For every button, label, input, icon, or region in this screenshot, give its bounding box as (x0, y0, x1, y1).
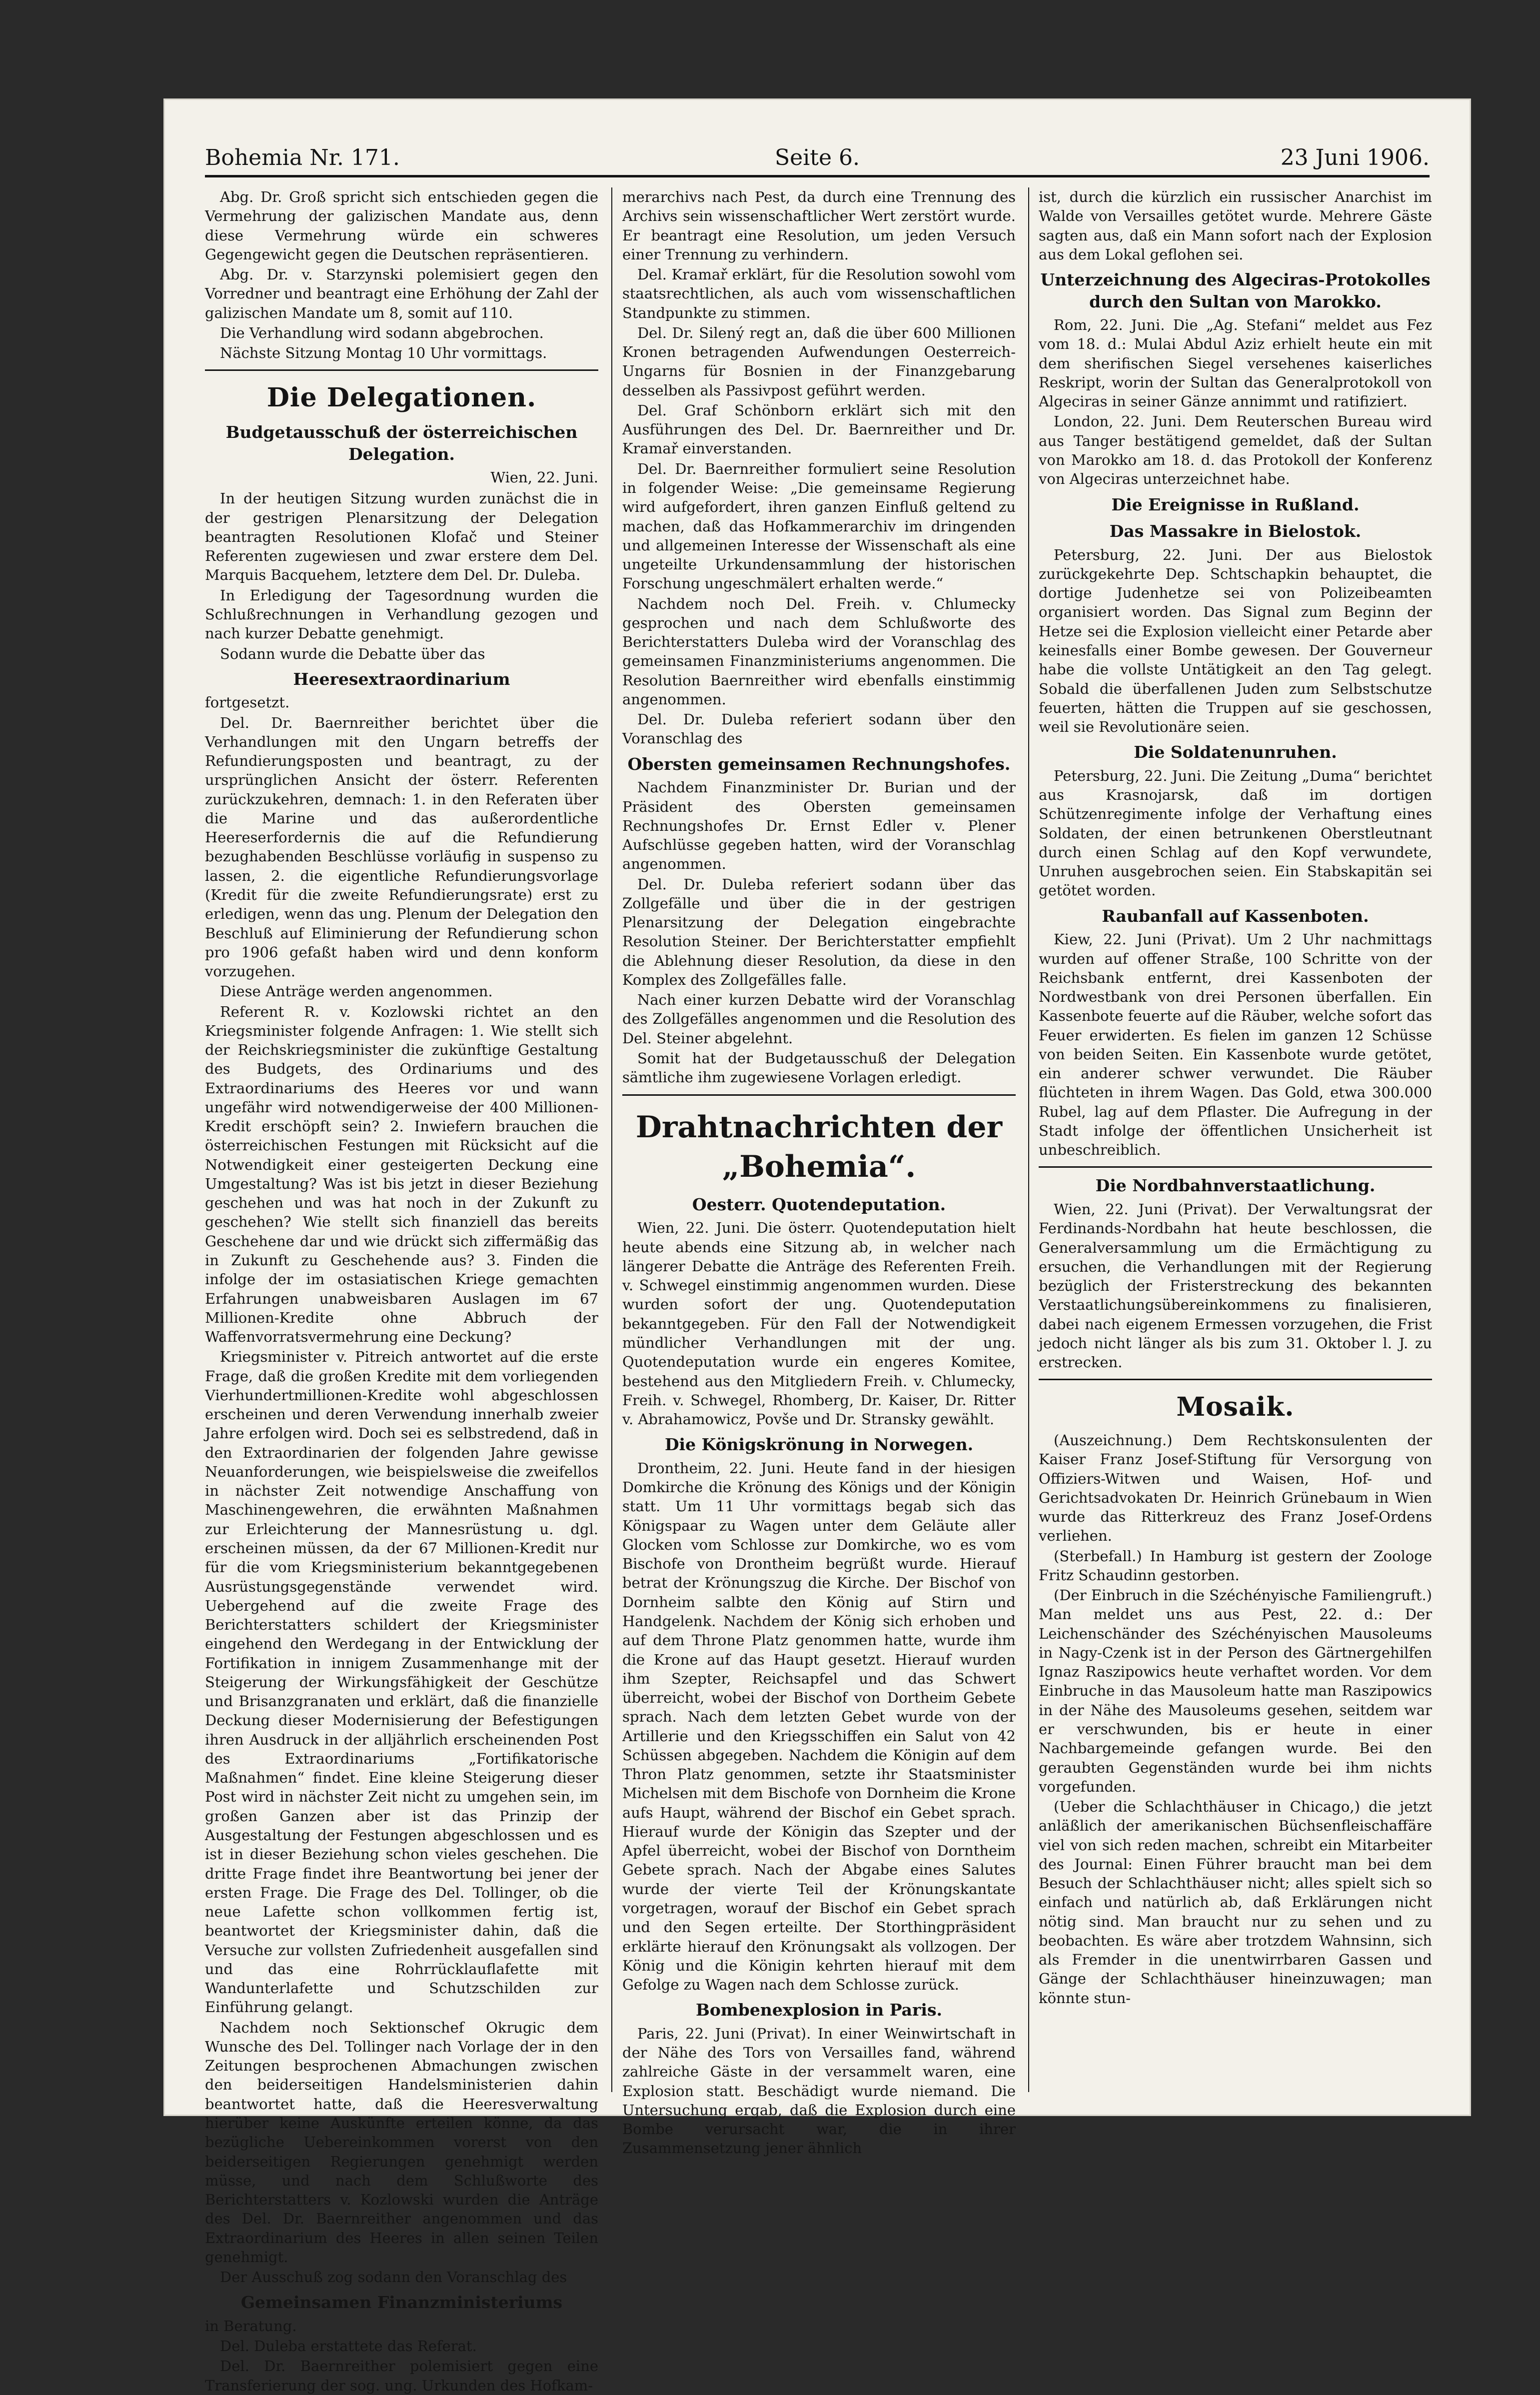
paragraph: Nach einer kurzen Debatte wird der Voranschlag des Zollgefälles angenommen und die Resolution des Del. Steiner abgelehnt. (622, 991, 1016, 1047)
paragraph: Wien, 22. Juni. Die österr. Quotendeputation hielt heute abends eine Sitzung ab, in welcher nach längerer Debatte die Anträge des Referenten Freih. v. Schwegel einstimmig angenommen wurden. Diese wurden sofort der ung. Quotendeputation bekanntgegeben. Für den Fall der Notwendigkeit mündlicher Verhandlungen mit der ung. Quotendeputation wurde ein engeres Komitee, bestehend aus den Mitgliedern Freih. v. Chlumecky, Freih. v. Schwegel, Rhomberg, Dr. Kaiser, Dr. Ritter v. Abrahamowicz, Povše und Dr. Stransky gewählt. (622, 1219, 1016, 1428)
subheading: Obersten gemeinsamen Rechnungshofes. (627, 754, 1011, 774)
subheading: Das Massakre in Bielostok. (1109, 521, 1362, 541)
article-title: Budgetausschuß der österreichischen Delegation. (225, 422, 578, 464)
paragraph: Del. Dr. Baernreither formuliert seine Resolution in folgender Weise: „Die gemeinsame Regierung wird aufgefordert, ihren ganzen Einfluß geltend zu machen, daß das Hofkammerarchiv im dringenden und allgemeinen Interesse der Wissenschaft als eine ungeteilte Urkundensammlung der historischen Forschung ungeschmälert erhalten werde.“ (622, 460, 1016, 592)
newspaper-page (165, 100, 1470, 2394)
paragraph: Petersburg, 22. Juni. Die Zeitung „Duma“ berichtet aus Krasnojarsk, daß im dortigen Schützenregimente infolge der Verhaftung eines Soldaten, der einen betrunkenen Oberstleutnant durch einen Schlag auf den Kopf verwundete, Unruhen ausgebrochen seien. Ein Stabskapitän sei getötet worden. (1039, 767, 1432, 899)
article-title: Die Königskrönung in Norwegen. (664, 1435, 974, 1455)
subheading: Die Soldatenunruhen. (1134, 742, 1337, 762)
subheading: Heeresextraordinarium (293, 669, 510, 689)
paragraph: Sodann wurde die Debatte über das (220, 645, 485, 662)
paragraph: (Ueber die Schlachthäuser in Chicago,) die jetzt anläßlich der amerikanischen Büchsenfleischaffäre viel von sich reden machen, schreibt ein Mitarbeiter des Journal: Einen Führer braucht man bei dem Besuch der Schlachthäuser nicht; alles spielt sich so einfach und natürlich ab, daß Erklärungen nicht nötig sind. Man braucht nur zu sehen und zu beobachten. Es wäre aber trotzdem Wahnsinn, sich als Fremder in die unentwirrbaren Gassen und Gänge der Schlachthäuser hineinzuwagen; man könnte stun- (1039, 1798, 1432, 2007)
column-2 (622, 187, 1016, 2157)
column-divider (1028, 187, 1029, 2092)
article-title: Die Ereignisse in Rußland. (1111, 494, 1360, 514)
section-rule (622, 1094, 1016, 1096)
article-title: Oesterr. Quotendeputation. (692, 1194, 946, 1214)
section-title: Mosaik. (1176, 1392, 1295, 1423)
paragraph: Del. Kramař erklärt, für die Resolution sowohl vom staatsrechtlichen, als auch vom wissenschaftlichen Standpunkte zu stimmen. (622, 266, 1016, 321)
paragraph: merarchivs nach Pest, da durch eine Trennung des Archivs sein wissenschaftlicher Wert zerstört wurde. Er beantragt eine Resolution, um jeden Versuch einer Trennung zu verhindern. (622, 188, 1016, 263)
section-title: Drahtnachrichten der „Bohemia“. (635, 1109, 1003, 1184)
section-rule (1039, 1379, 1432, 1380)
paragraph: Somit hat der Budgetausschuß der Delegation sämtliche ihm zugewiesene Vorlagen erledigt. (622, 1049, 1016, 1086)
paragraph: Nachdem Finanzminister Dr. Burian und der Präsident des Obersten gemeinsamen Rechnungshofes Dr. Ernst Edler v. Plener Aufschlüsse gegeben hatten, wird der Voranschlag angenommen. (622, 779, 1016, 873)
paragraph: Del. Duleba erstattete das Referat. (220, 2338, 477, 2355)
paragraph: Wien, 22. Juni (Privat). Der Verwaltungsrat der Ferdinands-Nordbahn hat heute beschlossen, die Generalversammlung um die Ermächtigung zu ersuchen, die Verhandlungen mit der Regierung bezüglich der Fristerstreckung des bekannten Verstaatlichungsübereinkommens zu finalisieren, dabei nach eigenem Ermessen vorzugehen, die Frist jedoch nicht länger als bis zum 31. Oktober l. J. zu erstrecken. (1039, 1200, 1432, 1371)
paragraph: Abg. Dr. v. Starzynski polemisiert gegen den Vorredner und beantragt eine Erhöhung der Zahl der galizischen Mandate um 8, somit auf 110. (205, 266, 598, 321)
paragraph: Nachdem noch Sektionschef Okrugic dem Wunsche des Del. Tollinger nach Vorlage der in den Zeitungen besprochenen Abmachungen zwischen den beiderseitigen Handelsministerien dahin beantwortet hatte, daß die Heeresverwaltung hierüber keine Auskünfte erteilen könne, da das bezügliche Uebereinkommen vorerst von den beiderseitigen Regierungen genehmigt werden müsse, und nach dem Schlußworte des Berichterstatters v. Kozlowski wurden die Anträge des Del. Dr. Baernreither angenommen und das Extraordinarium des Heeres in allen seinen Teilen genehmigt. (205, 2019, 598, 2266)
paragraph: fortgesetzt. (205, 694, 290, 711)
section-title: Die Delegationen. (266, 382, 537, 413)
paragraph: ist, durch die kürzlich ein russischer Anarchist im Walde von Versailles getötet wurde. Mehrere Gäste sagten aus, daß ein Mann sofort nach der Explosion aus dem Lokal geflohen sei. (1039, 188, 1432, 263)
dateline: Wien, 22. Juni. (490, 469, 598, 486)
paragraph: Nächste Sitzung Montag 10 Uhr vormittags. (220, 344, 547, 362)
paragraph: Del. Dr. Duleba referiert sodann über das Zollgefälle und über die in der gestrigen Plenarsitzung der Delegation eingebrachte Resolution Steiner. Der Berichterstatter empfiehlt die Ablehnung dieser Resolution, da diese in den Komplex des Zollgefälles falle. (622, 875, 1016, 988)
paragraph: Drontheim, 22. Juni. Heute fand in der hiesigen Domkirche die Krönung des Königs und der Königin statt. Um 11 Uhr vormittags begab sich das Königspaar zu Wagen unter dem Geläute aller Glocken vom Schlosse zur Domkirche, wo es vom Bischofe von Drontheim begrüßt wurde. Hierauf betrat der Krönungszug die Kirche. Der Bischof von Dornheim salbte den König auf Stirn und Handgelenk. Nachdem der König sich erhoben und auf dem Throne Platz genommen hatte, wurde ihm die Krone auf das Haupt gesetzt. Hierauf wurden ihm Szepter, Reichsapfel und das Schwert überreicht, wobei der Bischof von Dortheim Gebete sprach. Nach dem letzten Gebet wurde von der Artillerie und den Kriegsschiffen ein Salut von 42 Schüssen abgegeben. Nachdem die Königin auf dem Thron Platz genommen, setzte ihr Staatsminister Michelsen mit dem Bischofe von Dornheim die Krone aufs Haupt, während der Bischof ein Gebet sprach. Hierauf wurde der Königin das Szepter und der Apfel überreicht, wobei der Bischof von Dorntheim Gebete sprach. Nach der Abgabe eines Salutes wurde der vierte Teil der Krönungskantate vorgetragen, worauf der Bischof ein Gebet sprach und den Segen erteilte. Der Storthingpräsident erklärte hierauf den Krönungsakt als vollzogen. Der König und die Königin kehrten hierauf mit dem Gefolge zu Wagen nach dem Schlosse zurück. (622, 1459, 1016, 1994)
subheading: Raubanfall auf Kassenboten. (1102, 906, 1369, 926)
header-page-number: Seite 6. (775, 145, 860, 170)
paragraph: Del. Dr. Baernreither polemisiert gegen eine Transferierung der sog. ung. Urkunden des Hofkam- (205, 2358, 598, 2394)
header-masthead: Bohemia Nr. 171. (205, 145, 400, 170)
subheading: Gemeinsamen Finanzministeriums (240, 2293, 563, 2313)
paragraph: Diese Anträge werden angenommen. (220, 983, 493, 1000)
paragraph: (Der Einbruch in die Széchényische Familiengruft.) Man meldet uns aus Pest, 22. d.: Der Leichenschänder des Széchényischen Mausoleums in Nagy-Czenk ist in der Person des Gärtnergehilfen Ignaz Raszipowics heute verhaftet worden. Vor dem Einbruche in das Mausoleum hatte man Raszipowics in der Nähe des Mausoleums gesehen, seitdem war er verschwunden, bis er heute in einer Nachbargemeinde gefangen wurde. Bei den geraubten Gegenständen wurde bei ihm nichts vorgefunden. (1039, 1587, 1432, 1795)
column-3 (1039, 187, 1432, 2092)
paragraph: Der Ausschuß zog sodann den Voranschlag des (220, 2269, 567, 2286)
paragraph: Paris, 22. Juni (Privat). In einer Weinwirtschaft in der Nähe des Tors von Versailles fand, während zahlreiche Gäste in der versammelt waren, eine Explosion statt. Beschädigt wurde niemand. Die Untersuchung ergab, daß die Explosion durch eine Bombe verursacht war, die in ihrer Zusammensetzung jener ähnlich (622, 2025, 1016, 2157)
section-rule (1039, 1166, 1432, 1168)
article-title: Unterzeichnung des Algeciras-Protokolles durch den Sultan von Marokko. (1040, 270, 1431, 311)
paragraph: Abg. Dr. Groß spricht sich entschieden gegen die Vermehrung der galizischen Mandate aus, denn diese Vermehrung würde ein schweres Gegengewicht gegen die Deutschen repräsentieren. (205, 188, 598, 263)
paragraph: Del. Dr. Silený regt an, daß die über 600 Millionen Kronen betragenden Aufwendungen Oesterreich-Ungarns für Bosnien in der Finanzgebarung desselben als Passivpost geführt werden. (622, 324, 1016, 399)
paragraph: Del. Dr. Duleba referiert sodann über den Voranschlag des (622, 711, 1016, 747)
paragraph: Nachdem noch Del. Freih. v. Chlumecky gesprochen und nach dem Schlußworte des Berichterstatters Duleba wird der Voranschlag des gemeinsamen Finanzministeriums angenommen. Die Resolution Baernreither wird ebenfalls einstimmig angenommen. (622, 595, 1016, 708)
column-divider (611, 187, 612, 2092)
paragraph: Del. Graf Schönborn erklärt sich mit den Ausführungen des Del. Dr. Baernreither und Dr. Kramař einverstanden. (622, 401, 1016, 457)
paragraph: Kriegsminister v. Pitreich antwortet auf die erste Frage, daß die großen Kredite mit dem vorliegenden Vierhundertmillionen-Kredite wohl abgeschlossen erscheinen und deren Verwendung innerhalb zweier Jahre erfolgen wird. Doch sei es selbstredend, daß in den Extraordinarien der folgenden Jahre gewisse Neuanforderungen, wie beispielsweise die zweifellos in nächster Zeit notwendige Anschaffung von Maschinengewehren, die erwähnten Maßnahmen zur Erleichterung der Mannesrüstung u. dgl. erscheinen müssen, da der 67 Millionen-Kredit nur für die vom Kriegsministerium bekanntgegebenen Ausrüstungsgegenstände verwendet wird. Uebergehend auf die zweite Frage des Berichterstatters schildert der Kriegsminister eingehend den Werdegang in der Entwicklung der Fortifikation in innigem Zusammenhange mit der Steigerung der Wirkungsfähigkeit der Geschütze und Brisanzgranaten und erklärt, daß die finanzielle Deckung dieser Modernisierung der Befestigungen ihren Ausdruck in der alljährlich erscheinenden Post des Extraordinariums „Fortifikatorische Maßnahmen“ findet. Eine kleine Steigerung dieser Post wird in nächster Zeit nicht zu umgehen sein, im großen Ganzen aber ist das Prinzip der Ausgestaltung der Festungen abgeschlossen und es ist in dieser Beziehung schon vieles geschehen. Die dritte Frage findet ihre Beantwortung bei jener der ersten Frage. Die Frage des Del. Tollinger, ob die neue Lafette schon vollkommen fertig ist, beantwortet der Kriegsminister dahin, daß die Versuche zur vollsten Zufriedenheit ausgefallen sind und das eine Rohrrücklauflafette mit Wandunterlafette und Schutzschilden zur Einführung gelangt. (205, 1348, 598, 2016)
paragraph: Del. Dr. Baernreither berichtet über die Verhandlungen mit den Ungarn betreffs der Refundierungsposten und beantragt, zu der ursprünglichen Ansicht der österr. Referenten zurückzukehren, demnach: 1. in den Referaten über die Marine und das außerordentliche Heereserfordernis die auf die Refundierung bezughabenden Beschlüsse vorläufig in suspenso zu lassen, 2. die eigentliche Refundierungsvorlage (Kredit für die zweite Refundierungsrate) erst zu erledigen, wenn das ung. Plenum der Delegation den Beschluß auf Eliminierung der Refundierung schon pro 1906 gefaßt haben wird und denn konform vorzugehen. (205, 714, 598, 980)
column-1 (205, 187, 598, 2394)
paragraph: Die Verhandlung wird sodann abgebrochen. (220, 324, 544, 341)
paragraph: London, 22. Juni. Dem Reuterschen Bureau wird aus Tanger bestätigend gemeldet, daß der Sultan von Marokko am 18. d. das Protokoll der Konferenz von Algeciras unterzeichnet habe. (1039, 413, 1432, 488)
paragraph: Referent R. v. Kozlowski richtet an den Kriegsminister folgende Anfragen: 1. Wie stellt sich der Reichskriegsminister die zukünftige Gestaltung des Budgets, des Ordinariums und des Extraordinariums des Heeres vor und wann ungefähr wird notwendigerweise der 400 Millionen-Kredit erschöpft sein? 2. Inwiefern brauchen die österreichischen Festungen mit Rücksicht auf die Notwendigkeit einer gesteigerten Deckung eine Umgestaltung? Was ist bis jetzt in dieser Beziehung geschehen und was hat noch in der Zukunft zu geschehen? Wie stellt sich finanziell das bereits Geschehene dar und wie drückt sich ziffermäßig das in Zukunft zu Geschehende aus? 3. Finden die infolge der im ostasiatischen Kriege gemachten Erfahrungen unabweisbaren Auslagen im 67 Millionen-Kredite ohne Abbruch der Waffenvorratsvermehrung eine Deckung? (205, 1003, 598, 1346)
article-title: Bombenexplosion in Paris. (695, 2000, 943, 2020)
paragraph: In der heutigen Sitzung wurden zunächst die in der gestrigen Plenarsitzung der Delegation beantragten Resolutionen Klofač und Steiner Referenten zugewiesen und zwar erstere dem Del. Marquis Bacquehem, letztere dem Del. Dr. Duleba. (205, 490, 598, 584)
paragraph: Rom, 22. Juni. Die „Ag. Stefani“ meldet aus Fez vom 18. d.: Mulai Abdul Aziz erhielt heute ein mit dem sherifischen Siegel versehenes kaiserliches Reskript, worin der Sultan das Generalprotokoll von Algeciras in seiner Gänze annimmt und ratifiziert. (1039, 316, 1432, 410)
paragraph: (Auszeichnung.) Dem Rechtskonsulenten der Kaiser Franz Josef-Stiftung für Versorgung von Offiziers-Witwen und Waisen, Hof- und Gerichtsadvokaten Dr. Heinrich Grünebaum in Wien wurde das Ritterkreuz des Franz Josef-Ordens verliehen. (1039, 1432, 1432, 1545)
page-header (205, 140, 1430, 185)
header-date: 23 Juni 1906. (1280, 145, 1430, 170)
paragraph: Petersburg, 22. Juni. Der aus Bielostok zurückgekehrte Dep. Schtschapkin behauptet, die dortige Judenhetze sei von Polizeibeamten organisiert worden. Das Signal zum Beginn der Hetze sei die Explosion vielleicht einer Petarde aber keinesfalls einer Bombe gewesen. Der Gouverneur habe die vollste Untätigkeit an den Tag gelegt. Sobald die überfallenen Juden zum Selbstschutze feuerten, hätten die Truppen auf sie geschossen, weil sie Revolutionäre seien. (1039, 546, 1432, 736)
paragraph: In Erledigung der Tagesordnung wurden die Schlußrechnungen in Verhandlung gezogen und nach kurzer Debatte genehmigt. (205, 586, 598, 642)
section-rule (205, 369, 598, 371)
article-title: Die Nordbahnverstaatlichung. (1095, 1176, 1376, 1196)
paragraph: in Beratung. (205, 2317, 297, 2335)
header-rule (205, 175, 1430, 177)
paragraph: Kiew, 22. Juni (Privat). Um 2 Uhr nachmittags wurden auf offener Straße, 100 Schritte von der Reichsbank entfernt, drei Kassenboten der Nordwestbank von drei Personen überfallen. Ein Kassenbote feuerte auf die Räuber, welche sofort das Feuer erwiderten. Es fielen im ganzen 12 Schüsse von beiden Seiten. Ein Kassenbote wurde getötet, ein anderer schwer verwundet. Die Räuber flüchteten in ihrem Wagen. Das Gold, etwa 300.000 Rubel, lag auf dem Pflaster. Die Aufregung in der Stadt infolge der öffentlichen Unsicherheit ist unbeschreiblich. (1039, 931, 1432, 1159)
paragraph: (Sterbefall.) In Hamburg ist gestern der Zoologe Fritz Schaudinn gestorben. (1039, 1547, 1432, 1584)
